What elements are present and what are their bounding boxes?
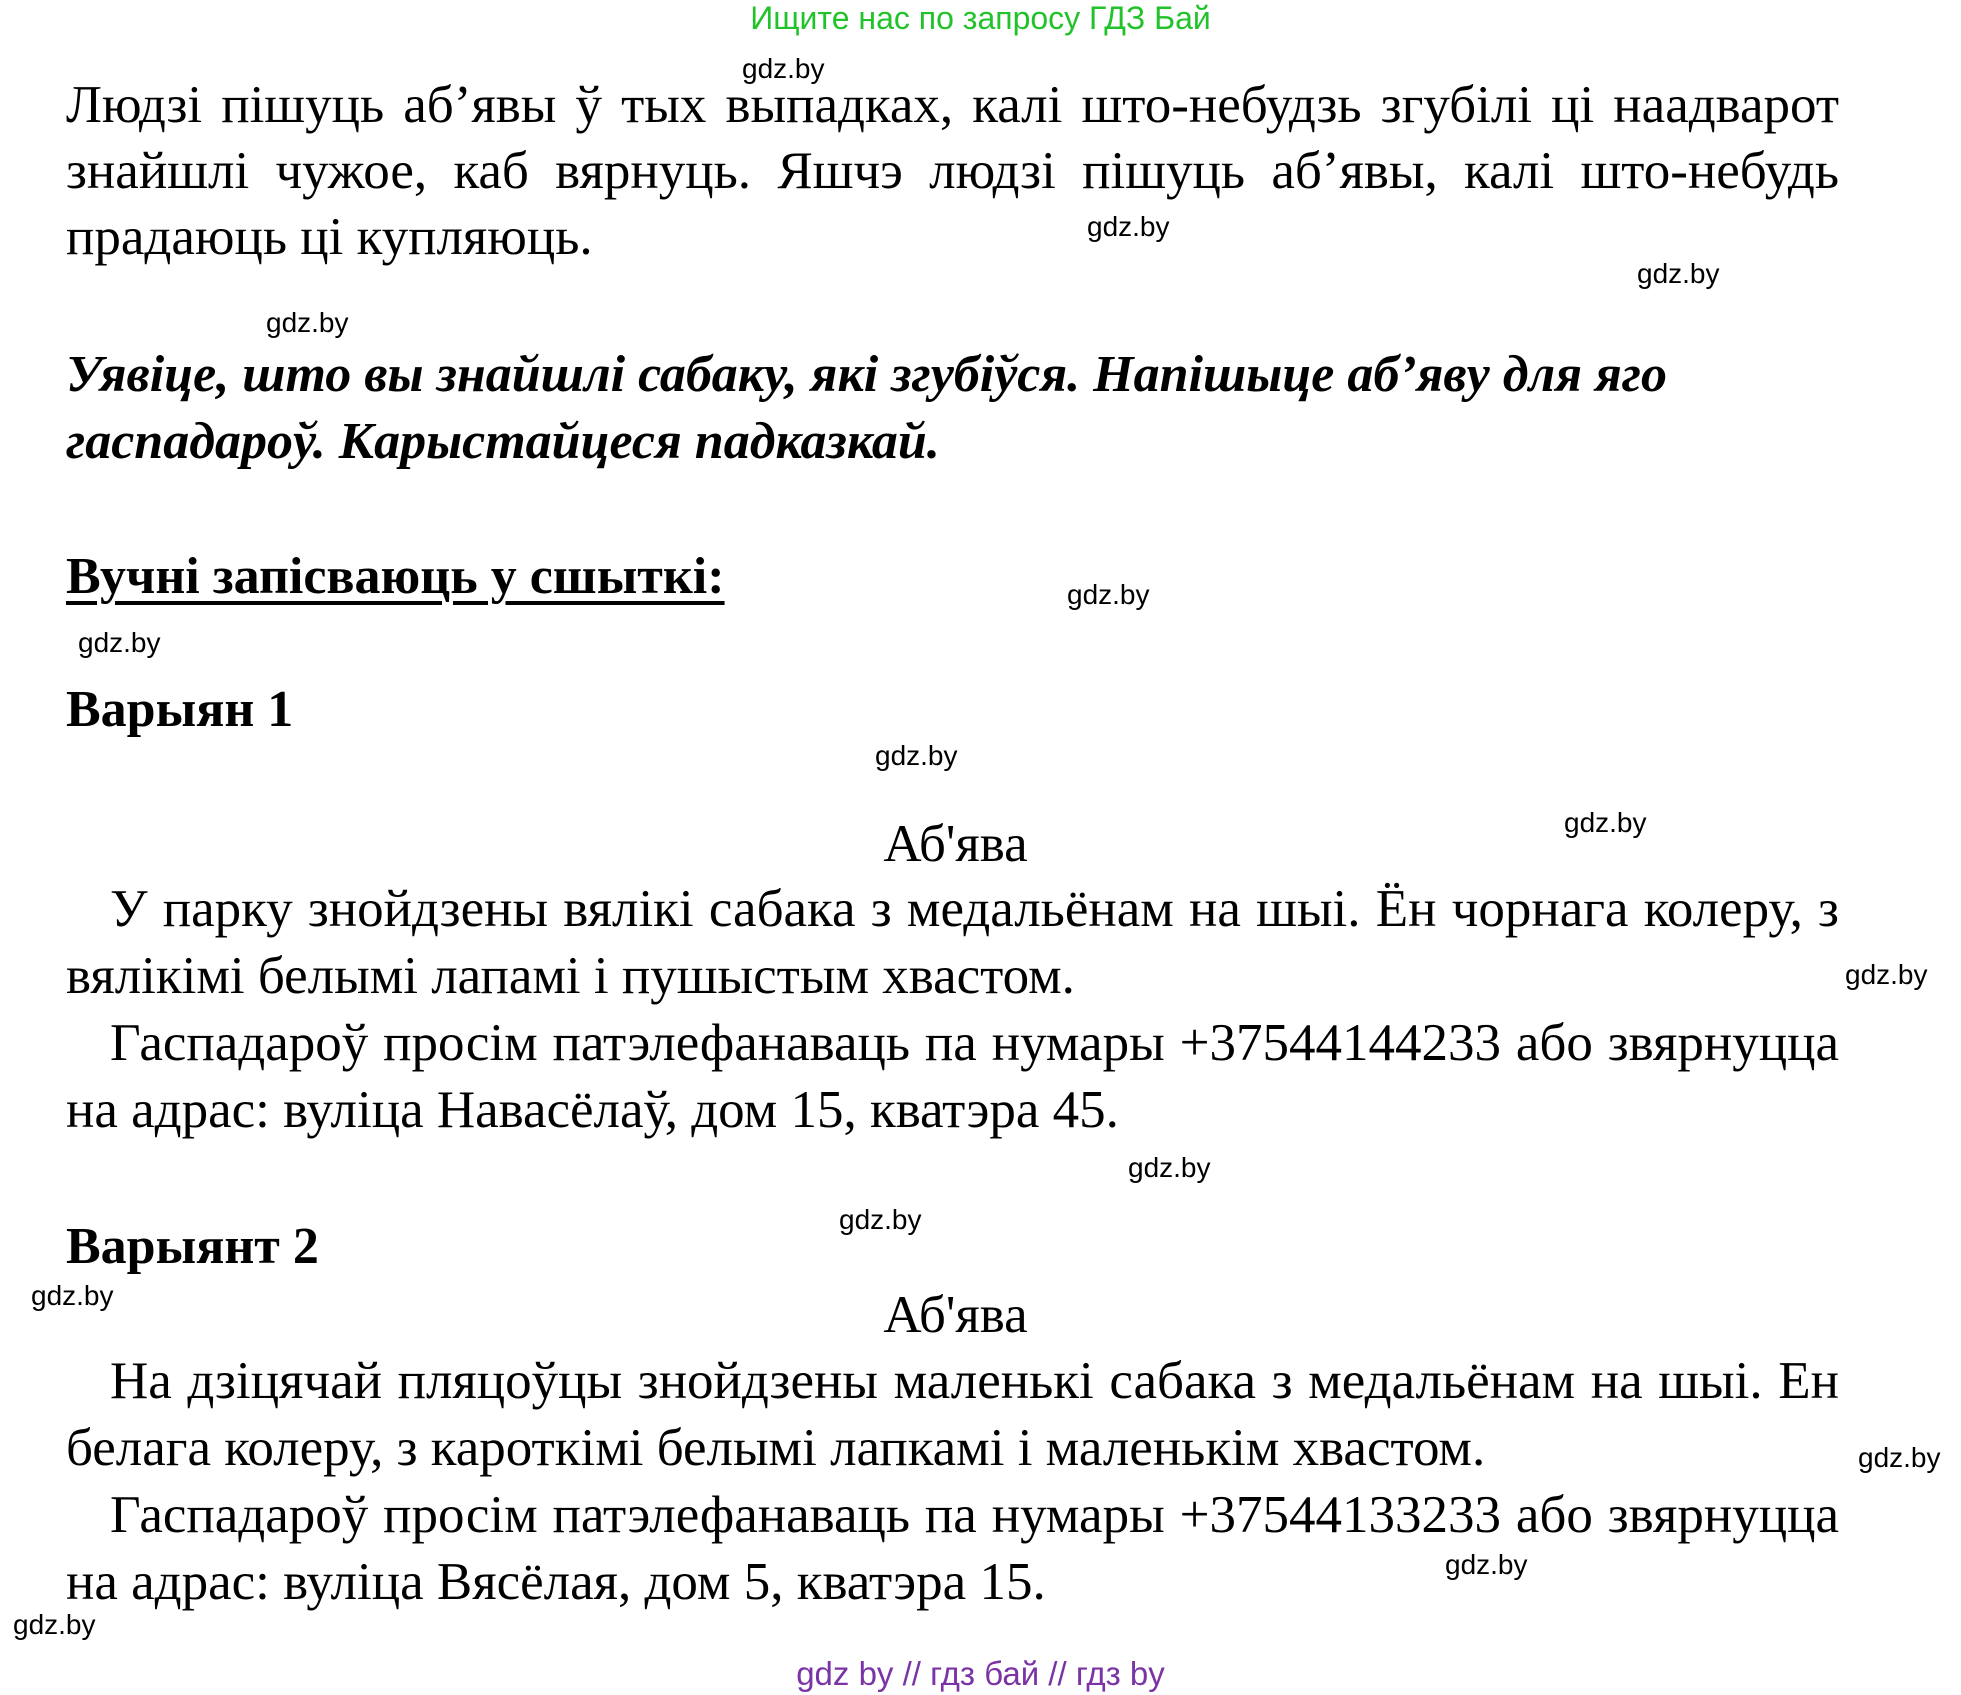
watermark: gdz.by xyxy=(1564,807,1647,838)
watermark: gdz.by xyxy=(1637,258,1720,289)
watermark: gdz.by xyxy=(1067,579,1150,610)
watermark: gdz.by xyxy=(1845,959,1928,990)
variant-2-heading: Варыянт 2 xyxy=(66,1218,319,1275)
variant-2-ad-paragraph: На дзіцячай пляцоўцы знойдзены маленькі сабака з медальёнам на шыі. Ен белага колеру, з кароткімі белымі лапкамі і маленькім хвастом. xyxy=(66,1352,1839,1477)
watermark: gdz.by xyxy=(742,53,825,84)
task-instruction: Уявіце, што вы знайшлі сабаку, які згубіўся. Напішыце аб’яву для яго гаспадароў. Карыстайцеся падказкай. xyxy=(66,346,1667,470)
variant-1-ad-title: Аб'ява xyxy=(883,815,1028,873)
variant-2-ad-contact: Гаспадароў просім патэлефанаваць па нумары +37544133233 або звярнуцца на адрас: вуліца Вясёлая, дом 5, кватэра 15. xyxy=(66,1486,1839,1611)
variant-1-ad-contact: Гаспадароў просім патэлефанаваць па нумары +37544144233 або звярнуцца на адрас: вуліца Навасёлаў, дом 15, кватэра 45. xyxy=(66,1014,1839,1139)
watermark: gdz.by xyxy=(13,1609,96,1640)
watermark: gdz.by xyxy=(78,627,161,658)
watermark: gdz.by xyxy=(1858,1442,1941,1473)
watermark: gdz.by xyxy=(875,740,958,771)
watermark: gdz.by xyxy=(266,307,349,338)
variant-1-ad-paragraph: У парку знойдзены вялікі сабака з медальёнам на шыі. Ён чорнага колеру, з вялікімі белымі лапамі і пушыстым хвастом. xyxy=(66,880,1839,1005)
variant-2-ad-title: Аб'ява xyxy=(883,1286,1028,1344)
students-write-heading: Вучні запісваюць у сшыткі: xyxy=(66,548,725,605)
watermark: gdz.by xyxy=(1087,211,1170,242)
watermark: gdz.by xyxy=(839,1204,922,1235)
variant-1-heading: Варыян 1 xyxy=(66,681,294,738)
watermark: gdz.by xyxy=(1445,1549,1528,1580)
bottom-banner: gdz by // гдз бай // гдз by xyxy=(796,1655,1165,1692)
watermark: gdz.by xyxy=(1128,1152,1211,1183)
intro-paragraph: Людзі пішуць аб’явы ў тых выпадках, калі што-небудзь згубілі ці наадварот знайшлі чужое, каб вярнуць. Яшчэ людзі пішуць аб’явы, калі што-небудь прадаюць ці купляюць. xyxy=(66,76,1839,266)
watermark: gdz.by xyxy=(31,1280,114,1311)
top-banner: Ищите нас по запросу ГДЗ Бай xyxy=(750,0,1211,36)
